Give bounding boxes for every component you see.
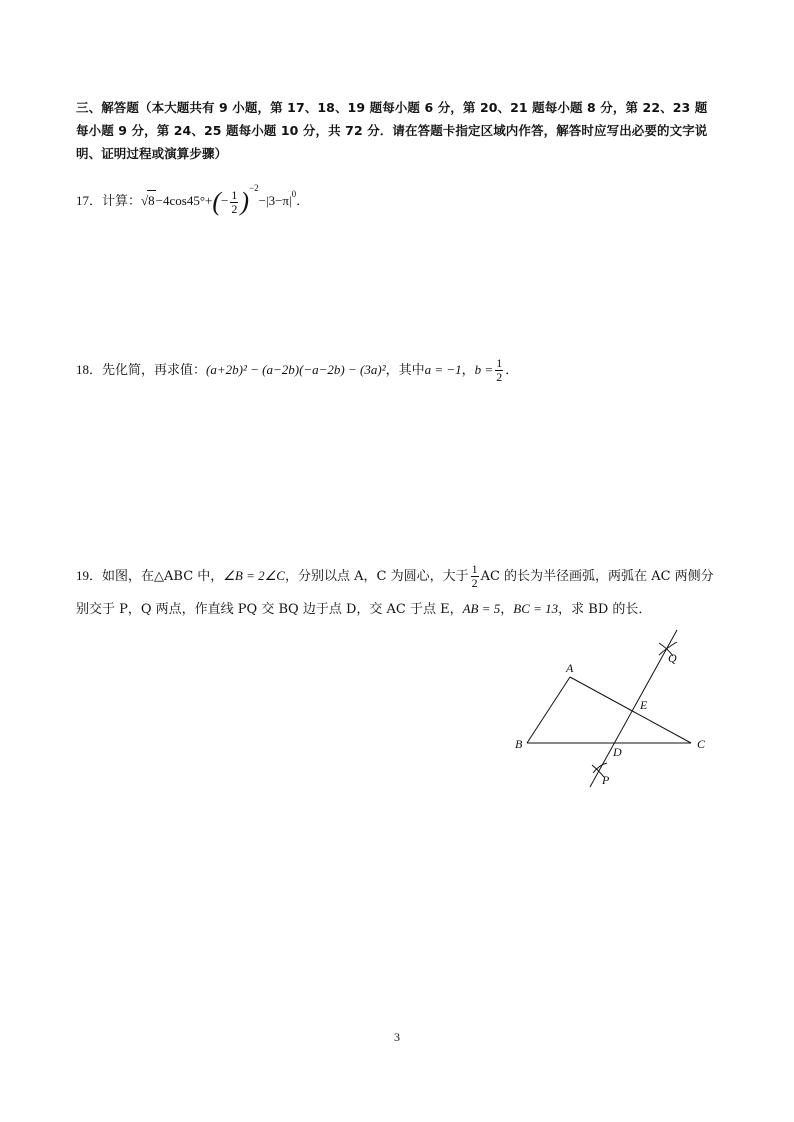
plus-sign: + — [205, 193, 213, 208]
line-pq — [590, 630, 677, 787]
question-number: 19． — [76, 568, 103, 583]
question-prompt: 计算： — [102, 194, 142, 209]
abs-term: −|3−π| — [258, 193, 292, 208]
fraction-b-value: $\frac{1}{2}$ — [496, 356, 503, 384]
fraction-one-half: $\frac{1}{2}$ — [471, 562, 478, 590]
a-value: a = −1 — [424, 362, 462, 377]
question-text-part-3: AC 的长为半径画弧，两弧在 AC 两侧分别交于 P，Q 两点，作直线 PQ 交 BQ 边于点 D，交 AC 于点 E， — [76, 569, 714, 617]
question-18-expression: (a+2b)² − (a−2b)(−a−2b) − (3a)² — [206, 362, 386, 377]
label-e: E — [640, 698, 648, 712]
separator: ， — [461, 363, 475, 378]
segment-ab — [527, 677, 570, 743]
condition-prefix: ，其中 — [385, 363, 425, 378]
question-number: 17． — [76, 193, 103, 208]
question-text-part-4: ，求 BD 的长． — [558, 602, 652, 617]
label-b: B — [515, 737, 523, 751]
label-a: A — [566, 661, 574, 675]
section-heading: 三、解答题（本大题共有 9 小题，第 17、18、19 题每小题 6 分，第 20、21 题每小题 8 分，第 22、23 题每小题 9 分，第 24、25 题每小题 10 分，共 72 分．请在答题卡指定区域内作答，解答时应写出必要的文字说明、证明过程或演算步骤） — [76, 100, 708, 161]
sqrt-argument: 8 — [147, 190, 156, 211]
triangle-figure — [505, 625, 720, 795]
bc-length: BC = 13 — [513, 601, 559, 616]
question-18 — [76, 357, 518, 384]
question-number: 18． — [76, 362, 103, 377]
question-19 — [76, 560, 716, 626]
exponent-zero: 0 — [291, 189, 297, 199]
ab-length: AB = 5 — [462, 601, 501, 616]
cos-term: −4cos45° — [155, 193, 206, 208]
angle-condition: ∠B = 2∠C — [223, 568, 285, 583]
question-17-expression: √8−4cos45°+(− $\frac{1}{2}$ )$^{-2}-|3-\pi|^0$ — [141, 183, 297, 217]
question-text-part-2: ，分别以点 A，C 为圆心，大于 — [284, 569, 469, 584]
label-c: C — [697, 737, 706, 751]
end-mark: ． — [296, 194, 310, 209]
question-17 — [76, 178, 309, 216]
b-label: b = — [474, 362, 494, 377]
end-mark: ． — [505, 363, 519, 378]
negative-sign: − — [221, 193, 229, 208]
page-number: 3 — [394, 1030, 400, 1044]
exponent: −2 — [249, 183, 259, 193]
label-p: P — [602, 773, 610, 787]
fraction-one-half: $\frac{1}{2}$ — [231, 187, 238, 216]
question-text-part-1: 如图，在△ABC 中， — [102, 569, 224, 584]
question-prompt: 先化简，再求值： — [102, 363, 207, 378]
separator: ， — [500, 602, 514, 617]
segment-ac — [570, 677, 691, 743]
label-d: D — [613, 745, 622, 759]
label-q: Q — [668, 651, 677, 665]
